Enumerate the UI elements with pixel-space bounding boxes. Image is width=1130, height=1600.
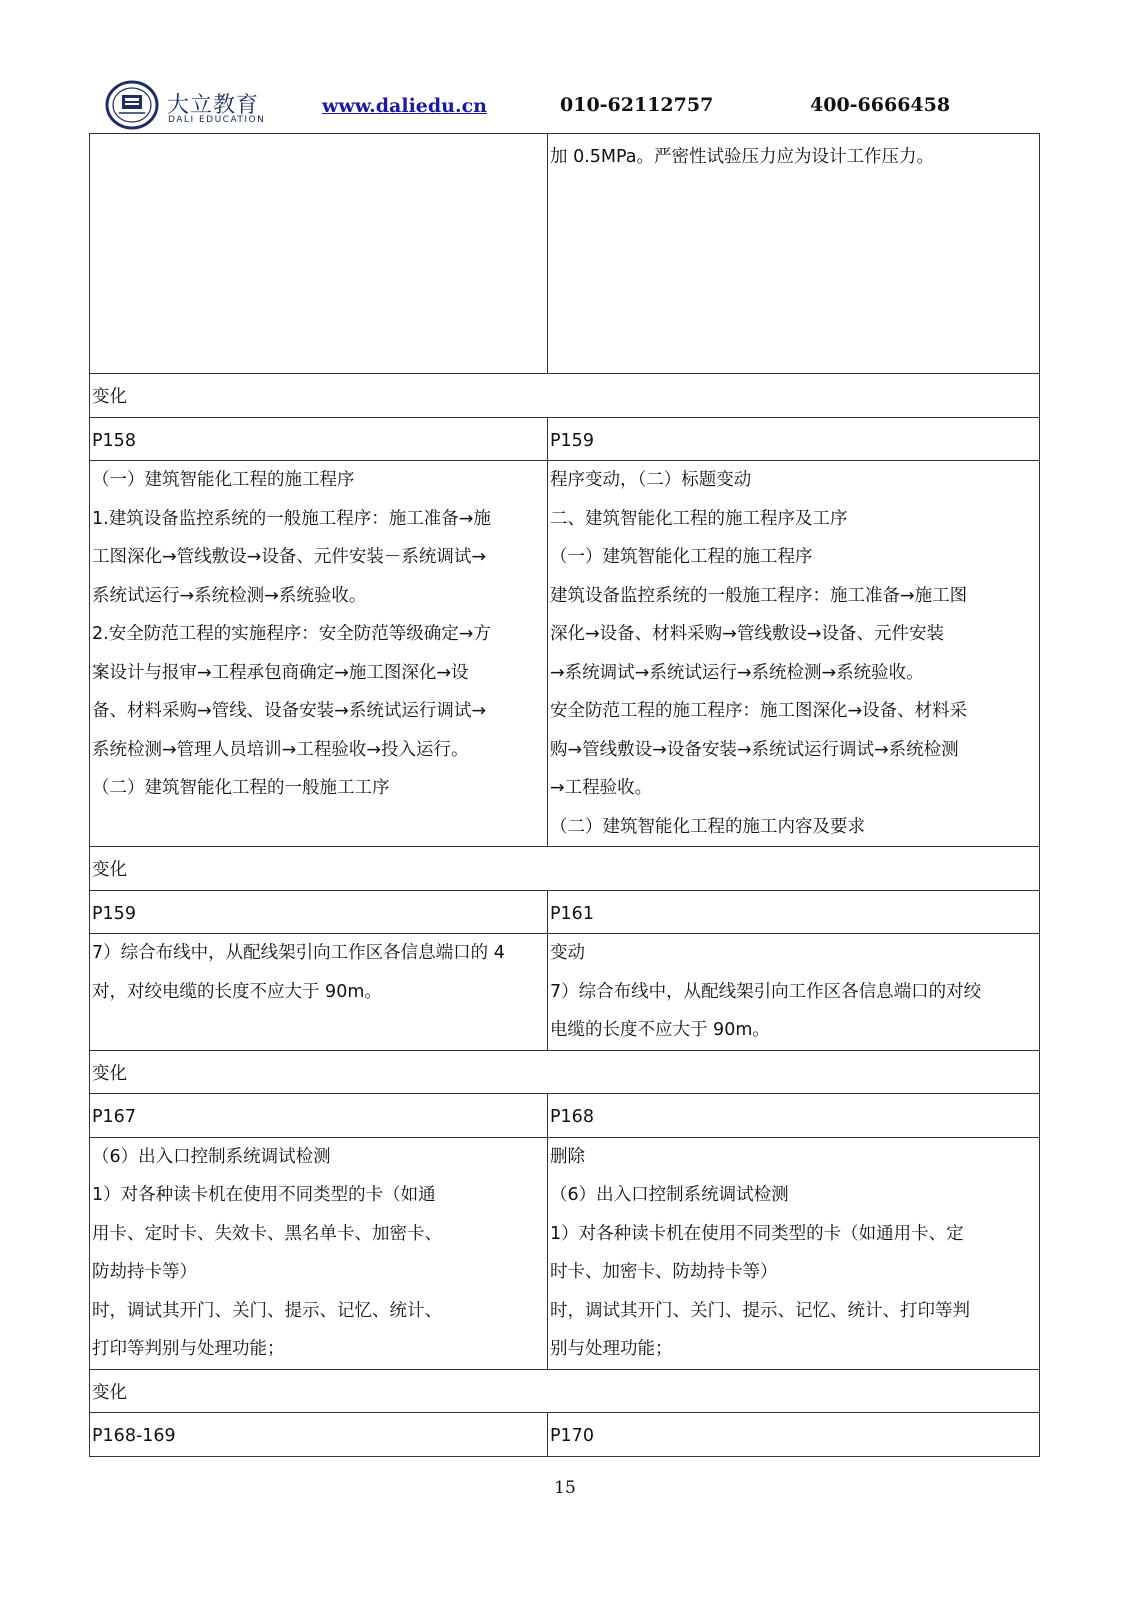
cell-line: 建筑设备监控系统的一般施工程序：施工准备→施工图 — [550, 585, 968, 606]
cell-line: 工图深化→管线敷设→设备、元件安装－系统调试→ — [92, 547, 486, 567]
cell-line: 删除 — [550, 1146, 585, 1167]
cell-line: 变化 — [92, 387, 127, 407]
cell-line: 用卡、定时卡、失效卡、黑名单卡、加密卡、 — [92, 1223, 442, 1244]
page-ref-new — [548, 890, 1040, 934]
table-row — [90, 890, 1040, 934]
page-number: 15 — [554, 1478, 576, 1498]
cell-line: （二）建筑智能化工程的施工内容及要求 — [550, 816, 865, 837]
page-header — [105, 80, 985, 130]
table-row — [90, 1050, 1040, 1094]
cell-line: 打印等判别与处理功能； — [92, 1339, 285, 1359]
brand-name: 大立教育 — [167, 93, 260, 118]
cell-line: P168 — [550, 1107, 594, 1127]
section-label — [90, 374, 1040, 418]
cell-line: 变化 — [92, 1382, 127, 1403]
table-cell-left — [90, 934, 548, 1051]
cell-line: 对，对绞电缆的长度不应大于 90m。 — [92, 981, 382, 1002]
table-row — [90, 374, 1040, 418]
cell-line: →系统调试→系统试运行→系统检测→系统验收。 — [550, 662, 924, 683]
cell-line: 安全防范工程的施工程序：施工图深化→设备、材料采 — [550, 701, 968, 721]
section-label — [90, 1369, 1040, 1413]
cell-line: 电缆的长度不应大于 90m。 — [550, 1020, 770, 1040]
cell-line: 1）对各种读卡机在使用不同类型的卡（如通 — [92, 1185, 436, 1205]
cell-line: 1.建筑设备监控系统的一般施工程序：施工准备→施 — [92, 508, 491, 529]
table-row — [90, 1413, 1040, 1457]
cell-line: →工程验收。 — [550, 778, 653, 798]
comparison-table — [89, 133, 1040, 1457]
page-ref-old — [90, 1413, 548, 1457]
cell-line: （二）建筑智能化工程的一般施工工序 — [92, 778, 390, 798]
cell-line: 变化 — [92, 1063, 127, 1084]
page-ref-new — [548, 417, 1040, 461]
table-row — [90, 1369, 1040, 1413]
cell-line: 7）综合布线中，从配线架引向工作区各信息端口的对绞 — [550, 981, 982, 1002]
cell-line: 时，调试其开门、关门、提示、记忆、统计、打印等判 — [550, 1300, 970, 1321]
cell-line: P159 — [92, 903, 136, 924]
table-cell-right — [548, 134, 1040, 374]
page-ref-old — [90, 890, 548, 934]
cell-line: P168-169 — [92, 1426, 176, 1446]
table-cell-left — [90, 134, 548, 374]
cell-line: 系统检测→管理人员培训→工程验收→投入运行。 — [92, 739, 469, 760]
cell-line: 2.安全防范工程的实施程序：安全防范等级确定→方 — [92, 624, 491, 644]
cell-line: P158 — [92, 430, 136, 451]
cell-line: P161 — [550, 903, 594, 924]
table-row — [90, 461, 1040, 847]
cell-line: 时卡、加密卡、防劫持卡等） — [550, 1262, 778, 1282]
table-cell-right — [548, 461, 1040, 847]
cell-line: 1）对各种读卡机在使用不同类型的卡（如通用卡、定 — [550, 1223, 964, 1244]
cell-line: （一）建筑智能化工程的施工程序 — [92, 470, 355, 490]
cell-line: 程序变动，（二）标题变动 — [550, 470, 752, 490]
table-row — [90, 1094, 1040, 1138]
cell-line: 备、材料采购→管线、设备安装→系统试运行调试→ — [92, 701, 486, 721]
table-cell-right — [548, 934, 1040, 1051]
brand-name-english: DALI EDUCATION — [168, 115, 266, 125]
table-row — [90, 1137, 1040, 1369]
cell-line: 防劫持卡等） — [92, 1262, 197, 1282]
table-cell-left — [90, 1137, 548, 1369]
cell-line: （一）建筑智能化工程的施工程序 — [550, 547, 813, 567]
table-cell-right — [548, 1137, 1040, 1369]
page-ref-old — [90, 1094, 548, 1138]
cell-line: （6）出入口控制系统调试检测 — [550, 1185, 789, 1205]
cell-line: 购→管线敷设→设备安装→系统试运行调试→系统检测 — [550, 739, 959, 760]
phone-number-1: 010-62112757 — [560, 94, 714, 116]
section-label — [90, 847, 1040, 891]
page-ref-old — [90, 417, 548, 461]
phone-number-2: 400-6666458 — [810, 94, 951, 116]
cell-line: 案设计与报审→工程承包商确定→施工图深化→设 — [92, 662, 469, 683]
cell-line: P159 — [550, 430, 594, 451]
cell-line: （6）出入口控制系统调试检测 — [92, 1146, 331, 1167]
cell-line: 深化→设备、材料采购→管线敷设→设备、元件安装 — [550, 624, 944, 644]
cell-line: P170 — [550, 1426, 594, 1446]
page-ref-new — [548, 1413, 1040, 1457]
cell-line: 加 0.5MPa。严密性试验压力应为设计工作压力。 — [550, 147, 934, 167]
cell-line: 7）综合布线中，从配线架引向工作区各信息端口的 4 — [92, 943, 505, 963]
table-row — [90, 847, 1040, 891]
cell-line: 时，调试其开门、关门、提示、记忆、统计、 — [92, 1300, 442, 1321]
cell-line: 变动 — [550, 943, 585, 963]
cell-line: 系统试运行→系统检测→系统验收。 — [92, 585, 367, 606]
page-ref-new — [548, 1094, 1040, 1138]
dali-education-logo-icon — [105, 80, 160, 130]
table-cell-left — [90, 461, 548, 847]
table-row — [90, 134, 1040, 374]
cell-line: 别与处理功能； — [550, 1339, 673, 1359]
section-label — [90, 1050, 1040, 1094]
table-row — [90, 417, 1040, 461]
website-link[interactable]: www.daliedu.cn — [322, 95, 487, 117]
cell-line: 变化 — [92, 860, 127, 880]
table-row — [90, 934, 1040, 1051]
cell-line: P167 — [92, 1107, 136, 1127]
cell-line: 二、建筑智能化工程的施工程序及工序 — [550, 508, 848, 529]
